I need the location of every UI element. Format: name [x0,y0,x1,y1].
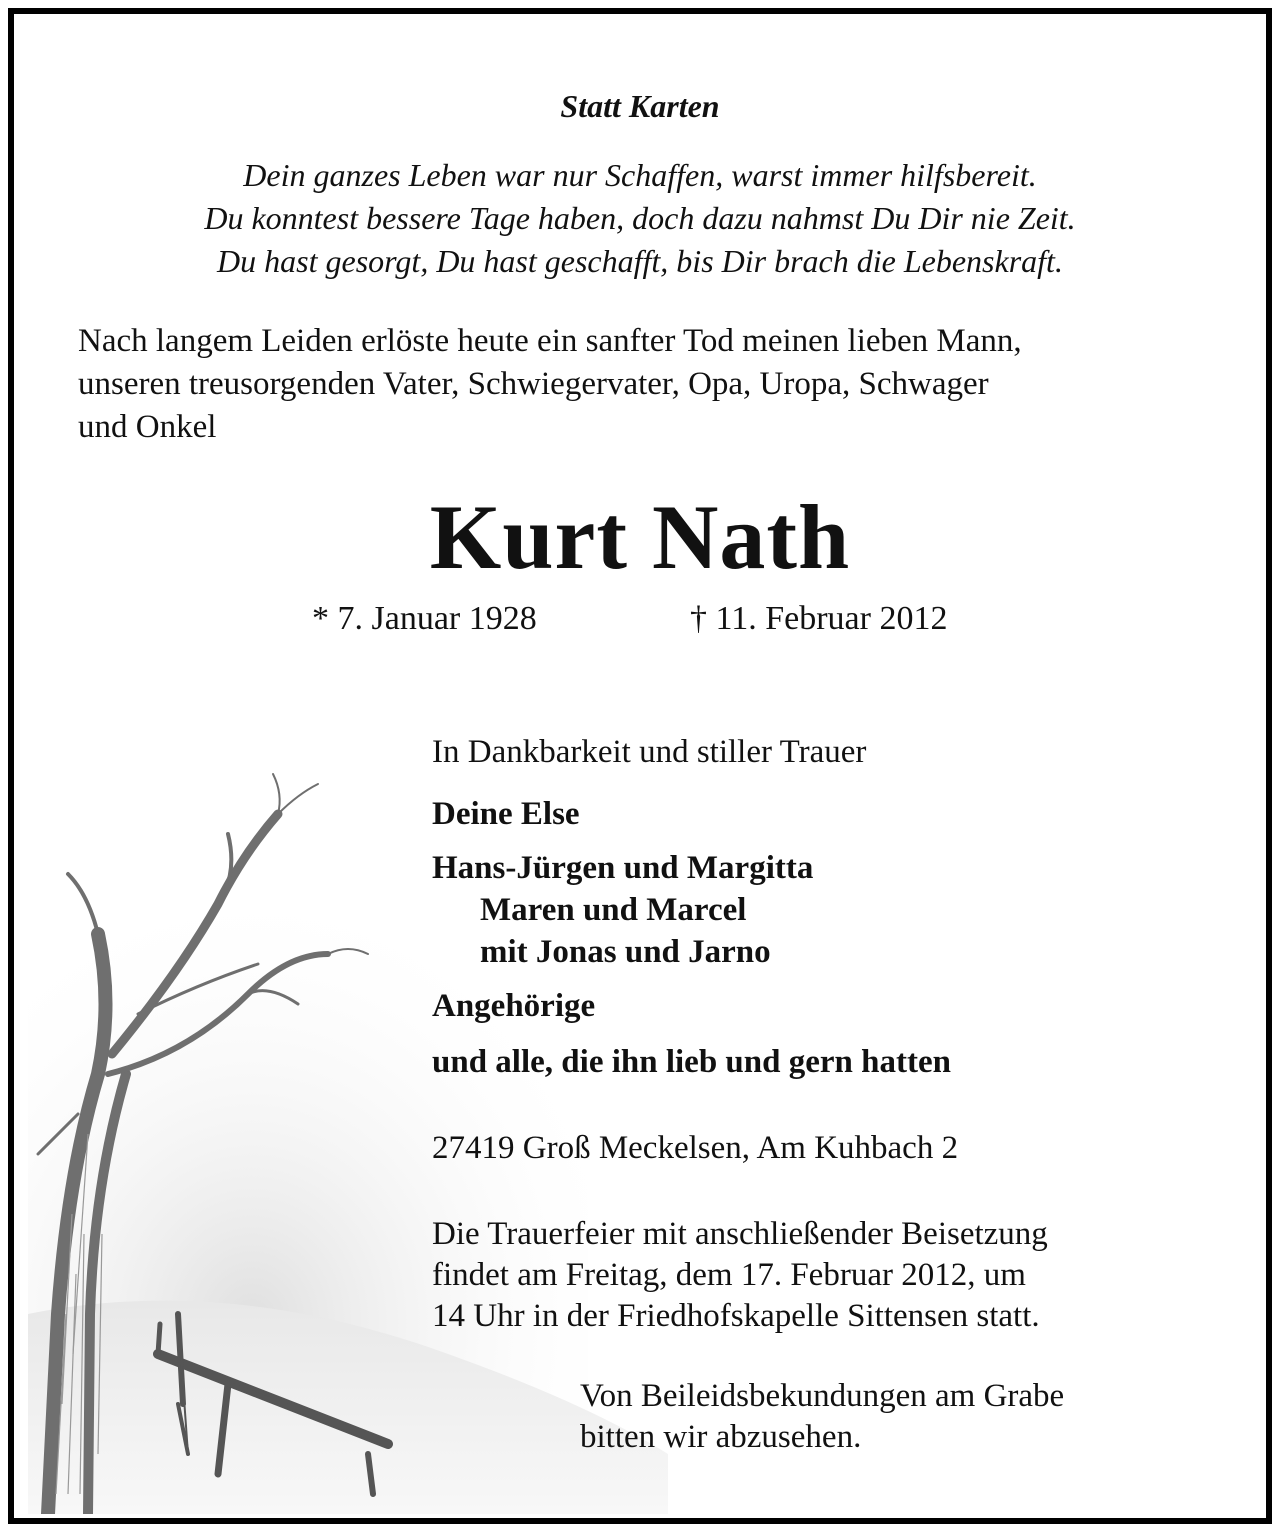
mourner-relatives: Angehörige [432,988,596,1024]
mourner-children: Hans-Jürgen und Margitta [432,850,814,886]
funeral-details [432,1214,1252,1337]
mourners-intro: In Dankbarkeit und stiller Trauer [432,734,867,770]
funeral-line: 14 Uhr in der Friedhofskapelle Sittensen statt. [432,1298,1040,1334]
funeral-line: findet am Freitag, dem 17. Februar 2012, um [432,1257,1026,1293]
mourner-spouse: Deine Else [432,796,580,832]
poem-line: Du hast gesorgt, Du hast geschafft, bis Dir brach die Lebenskraft. [217,243,1063,279]
announcement-line: und Onkel [78,409,217,445]
condolence-line: bitten wir abzusehen. [580,1419,862,1455]
funeral-line: Die Trauerfeier mit anschließender Beisetzung [432,1216,1048,1252]
mourner-grandchildren: Maren und Marcel [480,892,747,928]
poem-line: Du konntest bessere Tage haben, doch dazu nahmst Du Dir nie Zeit. [204,200,1076,236]
announcement-text [78,320,1210,449]
poem-line: Dein ganzes Leben war nur Schaffen, warst immer hilfsbereit. [243,157,1037,193]
birth-date: * 7. Januar 1928 [312,600,537,637]
condolence-line: Von Beileidsbekundungen am Grabe [580,1378,1065,1414]
condolence-note [580,1376,1064,1458]
deceased-name: Kurt Nath [429,486,851,588]
family-address: 27419 Groß Meckelsen, Am Kuhbach 2 [432,1130,959,1166]
mourner-great-grandchildren: mit Jonas und Jarno [480,934,771,970]
obituary-notice [8,8,1272,1524]
memorial-poem [14,154,1266,283]
statt-karten-heading: Statt Karten [560,88,720,124]
announcement-line: unseren treusorgenden Vater, Schwiegervater, Opa, Uropa, Schwager [78,366,989,402]
announcement-line: Nach langem Leiden erlöste heute ein sanfter Tod meinen lieben Mann, [78,323,1022,359]
mourner-others: und alle, die ihn lieb und gern hatten [432,1044,951,1080]
death-date: † 11. Februar 2012 [690,600,948,637]
